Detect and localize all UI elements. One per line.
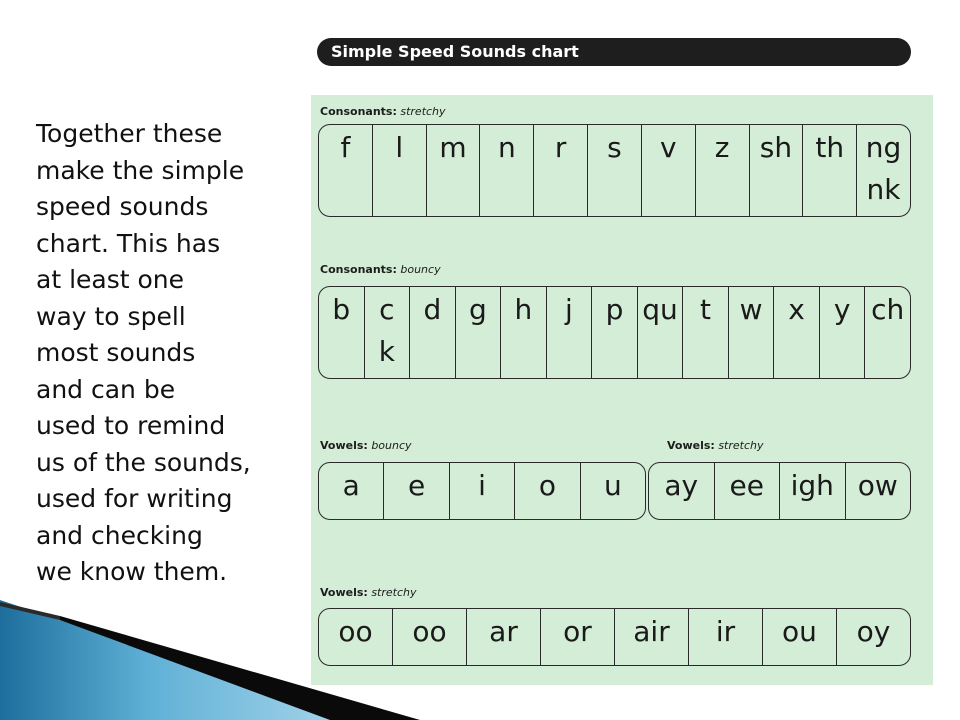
sound-cell [857,125,910,216]
sound-grapheme: ng [865,131,902,164]
sound-row-vowels-stretchy-short [648,462,911,520]
sound-grapheme: ou [782,615,817,648]
sound-grapheme: air [633,615,670,648]
body-text-line: chart. This has [36,228,221,258]
sound-grapheme: a [342,469,360,502]
sound-grapheme: e [407,469,426,502]
section-label-vowels-stretchy-short [667,439,764,452]
sound-cell [319,287,365,378]
sound-grapheme: o [538,469,556,502]
sound-grapheme: igh [790,469,834,502]
sound-cell [427,125,481,216]
section-title: Vowels: [320,586,368,599]
sound-cell [384,463,449,519]
body-text-line: Together these [36,119,223,148]
sound-grapheme: v [659,131,677,164]
sound-cell [450,463,515,519]
sound-grapheme: j [565,293,573,326]
sound-grapheme: m [439,131,467,164]
sound-grapheme: n [497,131,516,164]
body-text-line: us of the sounds, [36,447,251,477]
sound-grapheme: b [332,293,351,326]
sound-cell [729,287,775,378]
sound-cell [696,125,750,216]
sound-grapheme: h [514,293,533,326]
section-kind: stretchy [718,439,764,452]
sound-grapheme: w [739,293,763,326]
sound-cell [581,463,645,519]
sound-grapheme: g [468,293,487,326]
body-text-line: and checking [36,520,203,550]
sound-grapheme: y [833,293,851,326]
section-title: Consonants: [320,105,397,118]
section-label-consonants-bouncy [320,263,441,276]
sound-cell [534,125,588,216]
sound-cell [642,125,696,216]
section-title: Vowels: [667,439,715,452]
sound-grapheme: sh [759,131,793,164]
sound-cell [410,287,456,378]
sound-cell [780,463,846,519]
sound-cell [501,287,547,378]
sound-row-vowels-bouncy [318,462,646,520]
sound-grapheme: s [607,131,622,164]
sound-grapheme: i [478,469,486,502]
sound-cell [588,125,642,216]
sound-row-consonants-bouncy [318,286,911,379]
sound-grapheme: x [788,293,805,326]
sound-grapheme: k [378,335,395,368]
body-text-line: at least one [36,265,185,294]
sound-grapheme: or [563,615,592,648]
sound-grapheme: ee [729,469,764,502]
slide-ribbon-decoration [0,590,960,720]
sound-cell [715,463,781,519]
chart-title: Simple Speed Sounds chart [331,42,579,61]
section-kind: stretchy [400,105,446,118]
sound-cell [683,287,729,378]
sound-cell [515,463,580,519]
sound-grapheme: c [379,293,395,326]
body-text-line: way to spell [36,301,186,331]
sound-cell [373,125,427,216]
sound-grapheme: ch [871,293,905,326]
sound-row-consonants-stretchy [318,124,911,217]
sound-grapheme: z [714,131,730,164]
body-text-line: and can be [36,374,176,404]
sound-grapheme: th [815,131,845,164]
sound-grapheme: l [395,131,404,164]
sound-cell [319,125,373,216]
sound-grapheme: t [700,293,711,326]
sound-cell [319,463,384,519]
sound-cell [820,287,866,378]
sound-grapheme: ar [489,615,518,648]
sound-grapheme: oy [856,615,891,648]
sound-cell [803,125,857,216]
chart-title-bar [317,38,911,66]
body-text-line: most sounds [36,338,196,367]
sound-cell [649,463,715,519]
section-title: Vowels: [320,439,368,452]
sound-cell [774,287,820,378]
section-label-consonants-stretchy [320,105,446,118]
body-text-line: speed sounds [36,192,209,221]
section-kind: stretchy [371,586,417,599]
sound-grapheme: r [554,131,567,164]
sound-grapheme: ay [664,469,699,502]
sound-cell [638,287,684,378]
sound-cell [480,125,534,216]
sound-grapheme: f [340,131,351,164]
sound-cell [750,125,804,216]
sound-grapheme: oo [338,615,373,648]
sound-grapheme: p [605,293,624,326]
body-text-line: make the simple [36,155,245,185]
section-kind: bouncy [400,263,441,276]
sound-grapheme: u [603,469,622,502]
sound-grapheme: qu [642,293,678,326]
body-text-line: we know them. [36,557,228,586]
body-text-line: used to remind [36,411,226,440]
sound-cell [592,287,638,378]
body-text-line: used for writing [36,484,233,513]
sound-grapheme: ir [715,615,736,648]
sound-grapheme: ow [857,469,898,502]
sound-grapheme: nk [866,173,901,206]
section-kind: bouncy [371,439,412,452]
sound-cell [547,287,593,378]
sound-cell [456,287,502,378]
sound-cell [865,287,910,378]
section-label-vowels-bouncy [320,439,412,452]
sound-cell [365,287,411,378]
sound-cell [846,463,911,519]
sound-grapheme: oo [412,615,447,648]
section-title: Consonants: [320,263,397,276]
sound-grapheme: d [423,293,442,326]
slide-body-text [36,116,286,591]
